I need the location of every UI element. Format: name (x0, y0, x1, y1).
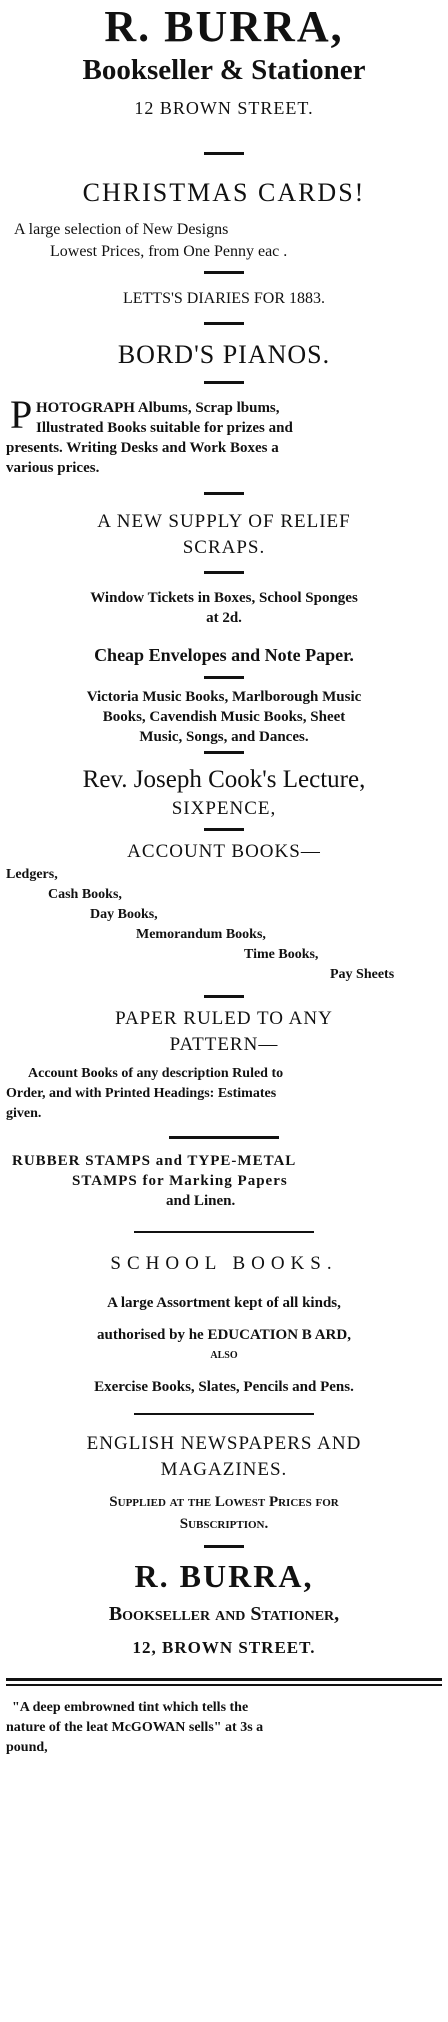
shop-name-footer: R. BURRA, (134, 1558, 314, 1594)
music-books-line-1: Victoria Music Books, Marlborough Music (86, 689, 362, 705)
paper-ruled-body (6, 1064, 442, 1124)
rubber-stamps-block (6, 1151, 442, 1211)
paper-ruled-line-2: PATTERN— (169, 1034, 279, 1055)
snippet-line-1: "A deep embrowned tint which tells the (12, 1700, 249, 1715)
divider (204, 751, 244, 754)
school-books-also: ALSO (210, 1350, 238, 1361)
photograph-line-2: Illustrated Books suitable for prizes and (36, 420, 293, 436)
music-books-line-2: Books, Cavendish Music Books, Sheet (102, 709, 346, 725)
rubber-stamps-line-2: STAMPS for Marking Papers (72, 1173, 288, 1189)
paper-ruled-body-line-1: Account Books of any description Ruled to (28, 1066, 284, 1081)
school-books-line-3: Exercise Books, Slates, Pencils and Pens. (94, 1379, 354, 1395)
account-books-title: ACCOUNT BOOKS— (127, 841, 321, 862)
newspapers-line-1: ENGLISH NEWSPAPERS AND (86, 1433, 362, 1454)
divider (134, 1413, 314, 1415)
pianos-notice: BORD'S PIANOS. (117, 340, 331, 369)
divider (204, 571, 244, 574)
christmas-line-2: Lowest Prices, from One Penny eac . (50, 243, 288, 260)
divider (204, 492, 244, 495)
account-books-list (6, 865, 442, 985)
music-books-line-3: Music, Songs, and Dances. (139, 729, 309, 745)
lecture-title: Rev. Joseph Cook's Lecture, (82, 766, 366, 793)
lecture-price: SIXPENCE, (171, 798, 277, 819)
next-advert-snippet (6, 1698, 442, 1758)
shop-trade-header: Bookseller & Stationer (82, 54, 366, 86)
snippet-line-3: pound, (6, 1740, 48, 1755)
divider (204, 995, 244, 998)
shop-address-footer: 12, BROWN STREET. (132, 1638, 316, 1657)
rubber-stamps-line-3: and Linen. (166, 1193, 236, 1209)
photograph-line-1: HOTOGRAPH Albums, Scrap lbums, (36, 400, 280, 416)
account-item: Memorandum Books, (136, 927, 266, 942)
account-item: Ledgers, (6, 867, 58, 882)
rubber-stamps-line-1: RUBBER STAMPS and TYPE-METAL (12, 1153, 297, 1169)
paper-ruled-body-line-2: Order, and with Printed Headings: Estimates (6, 1086, 277, 1101)
account-item: Time Books, (244, 947, 319, 962)
paper-ruled-line-1: PAPER RULED TO ANY (115, 1008, 333, 1029)
school-books-line-1: A large Assortment kept of all kinds, (107, 1295, 341, 1311)
envelopes-notice: Cheap Envelopes and Note Paper. (94, 645, 354, 665)
school-books-title: SCHOOL BOOKS. (110, 1253, 338, 1274)
shop-name-header: R. BURRA, (104, 2, 344, 51)
drop-cap: P (10, 392, 33, 437)
photograph-line-4: various prices. (6, 460, 100, 476)
shop-address-header: 12 BROWN STREET. (134, 98, 314, 118)
newspapers-sub-line-1: Supplied at the Lowest Prices for (109, 1494, 339, 1510)
newspapers-sub-line-2: Subscription. (179, 1516, 269, 1532)
account-item: Pay Sheets (330, 967, 395, 982)
paper-ruled-body-line-3: given. (6, 1106, 42, 1121)
photograph-paragraph (6, 392, 442, 478)
divider (204, 676, 244, 679)
photograph-line-3: presents. Writing Desks and Work Boxes a (6, 440, 279, 456)
divider (204, 271, 244, 274)
advertisement-page (0, 2, 448, 2022)
relief-scraps-line-2: SCRAPS. (182, 537, 266, 558)
relief-scraps-line-1: A NEW SUPPLY OF RELIEF (97, 511, 351, 532)
christmas-cards-title: CHRISTMAS CARDS! (82, 178, 366, 207)
window-tickets-line-2: at 2d. (206, 610, 242, 626)
account-item: Day Books, (90, 907, 158, 922)
divider (204, 381, 244, 384)
christmas-line-1: A large selection of New Designs (14, 221, 229, 238)
account-item: Cash Books, (48, 887, 122, 902)
double-rule (6, 1678, 442, 1686)
divider (204, 152, 244, 155)
shop-trade-footer: Bookseller and Stationer, (108, 1603, 340, 1625)
divider (134, 1231, 314, 1233)
window-tickets-line-1: Window Tickets in Boxes, School Sponges (90, 590, 358, 606)
snippet-line-2: nature of the leat McGOWAN sells" at 3s a (6, 1720, 264, 1735)
newspapers-line-2: MAGAZINES. (160, 1459, 288, 1480)
divider (204, 322, 244, 325)
divider (204, 828, 244, 831)
divider (204, 1545, 244, 1548)
diaries-notice: LETTS'S DIARIES FOR 1883. (122, 290, 325, 307)
school-books-line-2: authorised by he EDUCATION B ARD, (97, 1327, 351, 1343)
divider (169, 1136, 279, 1139)
